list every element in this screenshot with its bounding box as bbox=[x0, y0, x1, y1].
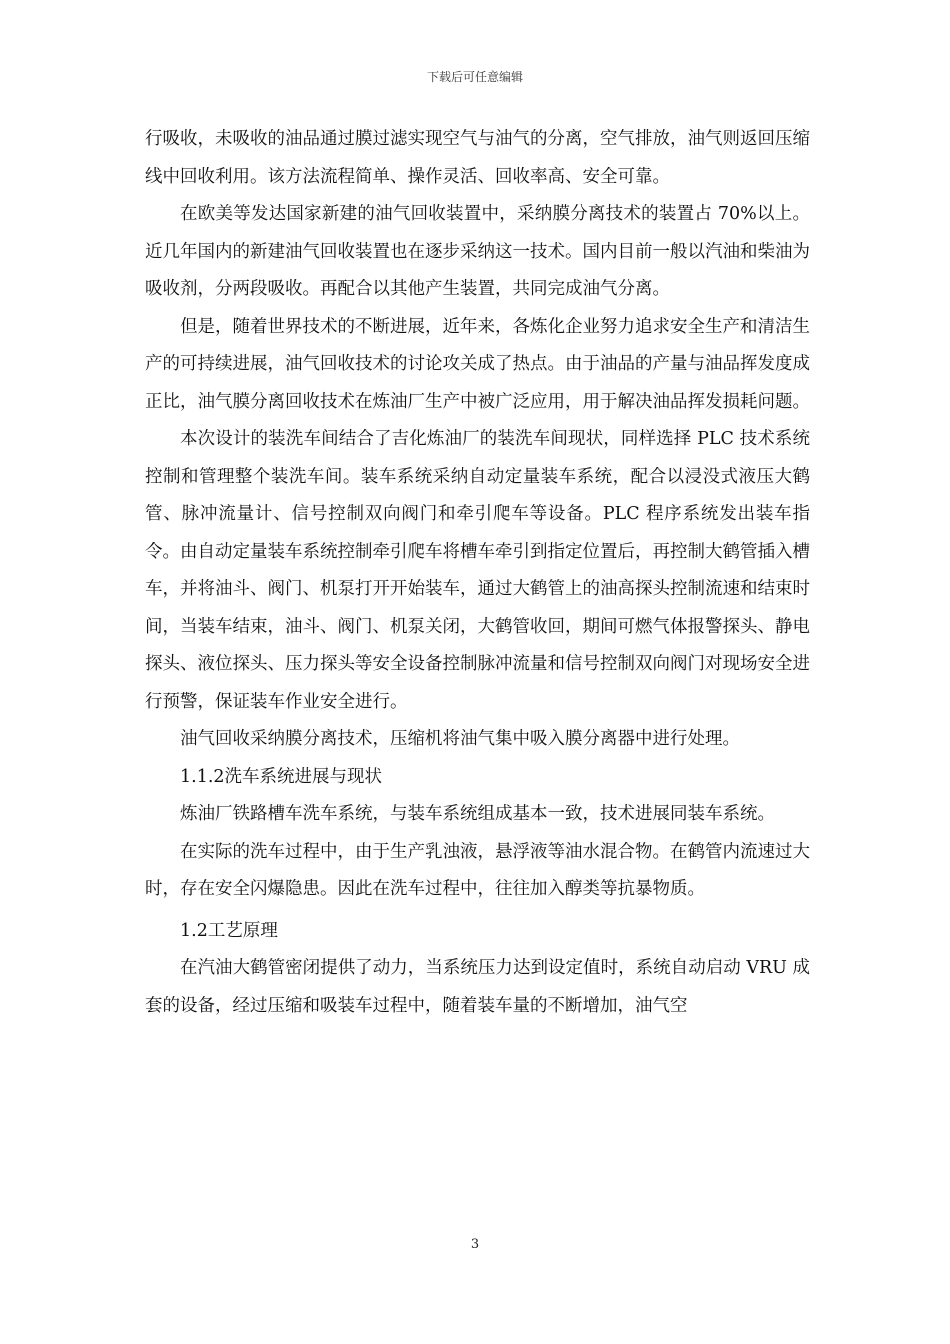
section-heading-process-principle: 1.2工艺原理 bbox=[180, 920, 278, 941]
paragraph-membrane-adoption: 在欧美等发达国家新建的油气回收装置中，采纳膜分离技术的装置占 70%以上。近几年国内的新建油气回收装置也在逐步采纳这一技术。国内目前一般以汽油和柴油为吸收剂，分两段吸收。再配合以其他产生装置，共同完成油气分离。 bbox=[145, 204, 810, 299]
paragraph-design: 本次设计的装洗车间结合了吉化炼油厂的装洗车间现状，同样选择 PLC 技术系统控制和管理整个装洗车间。装车系统采纳自动定量装车系统，配合以浸没式液压大鹤管、脉冲流量计、信号控制双向阀门和牵引爬车等设备。PLC 程序系统发出装车指令。由自动定量装车系统控制牵引爬车将槽车牵引到指定位置后，再控制大鹤管插入槽车，并将油斗、阀门、机泵打开开始装车，通过大鹤管上的油高探头控制流速和结束时间，当装车结束，油斗、阀门、机泵关闭，大鹤管收回，期间可燃气体报警探头、静电探头、液位探头、压力探头等安全设备控制脉冲流量和信号控制双向阀门对现场安全进行预警，保证装车作业安全进行。 bbox=[145, 429, 810, 712]
paragraph-development: 但是，随着世界技术的不断进展，近年来，各炼化企业努力追求安全生产和清洁生产的可持续进展，油气回收技术的讨论攻关成了热点。由于油品的产量与油品挥发度成正比，油气膜分离回收技术在炼油厂生产中被广泛应用，用于解决油品挥发损耗问题。 bbox=[145, 316, 810, 412]
section-heading-wash-system: 1.1.2洗车系统进展与现状 bbox=[180, 766, 383, 787]
paragraph-continued: 行吸收，未吸收的油品通过膜过滤实现空气与油气的分离，空气排放，油气则返回压缩线中回收利用。该方法流程简单、操作灵活、回收率高、安全可靠。 bbox=[145, 129, 810, 187]
document-body bbox=[145, 121, 810, 1025]
paragraph-wash-system: 炼油厂铁路槽车洗车系统，与装车系统组成基本一致，技术进展同装车系统。 bbox=[180, 804, 775, 824]
page-number: 3 bbox=[470, 1237, 480, 1252]
page-header: 下载后可任意编辑 bbox=[426, 70, 523, 84]
paragraph-wash-hazard: 在实际的洗车过程中，由于生产乳浊液，悬浮液等油水混合物。在鹤管内流速过大时，存在安全闪爆隐患。因此在洗车过程中，往往加入醇类等抗暴物质。 bbox=[145, 841, 810, 899]
paragraph-process-principle: 在汽油大鹤管密闭提供了动力，当系统压力达到设定值时，系统自动启动 VRU 成套的设备，经过压缩和吸装车过程中，随着装车量的不断增加，油气空 bbox=[145, 958, 810, 1016]
paragraph-vapor-recovery: 油气回收采纳膜分离技术，压缩机将油气集中吸入膜分离器中进行处理。 bbox=[180, 729, 740, 749]
